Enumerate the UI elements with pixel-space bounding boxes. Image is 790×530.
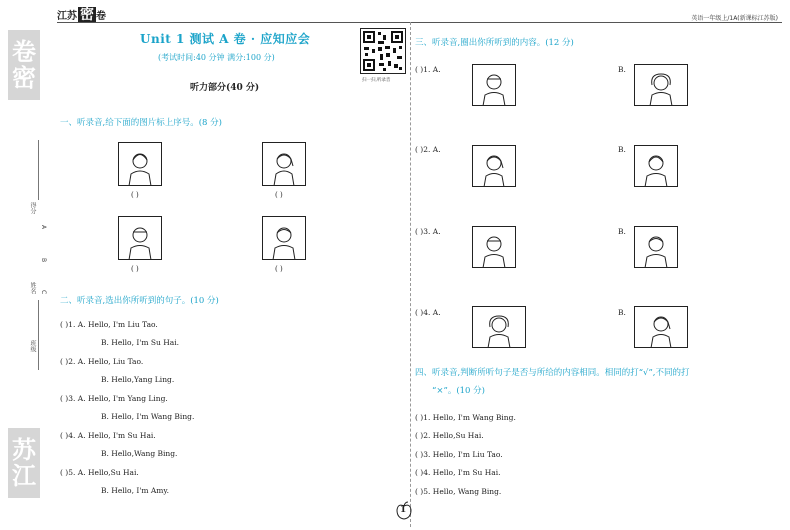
- sec4-item-3[interactable]: ( )3. Hello, I'm Liu Tao.: [415, 450, 503, 459]
- sec2-item-3: ( )3. A. Hello, I'm Yang Ling.: [60, 394, 168, 403]
- sec2-item-3-b: B. Hello, I'm Wang Bing.: [101, 412, 195, 421]
- boy-short-hair-icon: [269, 224, 299, 260]
- sec4-item-4[interactable]: ( )4. Hello, I'm Su Hai.: [415, 468, 501, 477]
- answer-paren-1[interactable]: ( ): [131, 191, 139, 199]
- boy-figure-icon: [479, 234, 509, 268]
- sec2-item-4-b: B. Hello,Wang Bing.: [101, 449, 178, 458]
- score-label: 得分: [29, 202, 36, 214]
- sec3-pic-1b: [634, 64, 688, 106]
- section-4-heading: 四、听录音,判断所听句子是否与所给的内容相同。相同的打“√”,不同的打: [415, 368, 690, 378]
- girl-figure-icon: [641, 153, 671, 187]
- sec2-item-1-b: B. Hello, I'm Su Hai.: [101, 338, 180, 347]
- sec3-item-3-b[interactable]: B.: [618, 227, 626, 236]
- answer-paren-3[interactable]: ( ): [131, 265, 139, 273]
- page-number: 1: [400, 505, 406, 515]
- sec2-item-2-b: B. Hello,Yang Ling.: [101, 375, 175, 384]
- girl-ponytail-icon: [269, 150, 299, 186]
- class-label: 班级: [29, 340, 36, 352]
- girl-curly-hair-icon: [482, 314, 516, 348]
- sec2-item-1: ( )1. A. Hello, I'm Liu Tao.: [60, 320, 158, 329]
- name-label: 姓名: [29, 282, 36, 294]
- girl-curly-hair-icon: [644, 72, 678, 106]
- num-b: B: [40, 258, 47, 263]
- exam-info: (考试时间:40 分钟 满分:100 分): [158, 53, 275, 62]
- bottom-tab: 苏 江: [8, 428, 40, 498]
- section-1-heading: 一、听录音,给下面的图片标上序号。(8 分): [60, 118, 222, 128]
- score-line: [38, 140, 39, 200]
- sec2-item-2: ( )2. A. Hello, Liu Tao.: [60, 357, 144, 366]
- answer-paren-2[interactable]: ( ): [275, 191, 283, 199]
- sec2-item-5-b: B. Hello, I'm Amy.: [101, 486, 170, 495]
- qr-code[interactable]: [360, 28, 406, 74]
- sec3-item-1[interactable]: ( )1. A.: [415, 65, 441, 74]
- column-divider: [410, 22, 411, 527]
- sec3-item-3[interactable]: ( )3. A.: [415, 227, 441, 236]
- sec3-pic-3b: [634, 226, 678, 268]
- section-3-heading: 三、听录音,圈出你所听到的内容。(12 分): [415, 38, 574, 48]
- sec4-item-5[interactable]: ( )5. Hello, Wang Bing.: [415, 487, 502, 496]
- qr-caption: 扫一扫,听录音: [362, 78, 391, 83]
- brand-logo: 江苏 密 卷: [57, 7, 106, 23]
- sidebar: [0, 0, 50, 530]
- sec3-item-2[interactable]: ( )2. A.: [415, 145, 441, 154]
- name-line: [38, 300, 39, 370]
- sec2-item-5: ( )5. A. Hello,Su Hai.: [60, 468, 139, 477]
- answer-paren-4[interactable]: ( ): [275, 265, 283, 273]
- header-rule: [57, 22, 782, 23]
- sec4-item-2[interactable]: ( )2. Hello,Su Hai.: [415, 431, 484, 440]
- boy-figure-icon: [125, 224, 155, 260]
- sec3-item-4-b[interactable]: B.: [618, 308, 626, 317]
- girl-ponytail-icon: [646, 314, 676, 348]
- picture-1: [118, 142, 162, 186]
- boy-short-hair-icon: [641, 234, 671, 268]
- girl-ponytail-icon: [479, 153, 509, 187]
- sec3-item-4[interactable]: ( )4. A.: [415, 308, 441, 317]
- sec3-item-2-b[interactable]: B.: [618, 145, 626, 154]
- num-c: C: [40, 290, 47, 295]
- picture-2: [262, 142, 306, 186]
- sec3-pic-2a: [472, 145, 516, 187]
- sec3-pic-1a: [472, 64, 516, 106]
- sec3-pic-4b: [634, 306, 688, 348]
- part-heading: 听力部分(40 分): [190, 83, 260, 93]
- header-book-info: 英语一年级上/1A(新课标江苏版): [691, 15, 778, 22]
- sec3-pic-3a: [472, 226, 516, 268]
- picture-3: [118, 216, 162, 260]
- sec3-pic-2b: [634, 145, 678, 187]
- section-2-heading: 二、听录音,选出你所听到的句子。(10 分): [60, 296, 219, 306]
- picture-4: [262, 216, 306, 260]
- sec3-item-1-b[interactable]: B.: [618, 65, 626, 74]
- sec3-pic-4a: [472, 306, 526, 348]
- section-4-heading-cont: “×”。(10 分): [432, 386, 485, 396]
- top-tab: 卷 密: [8, 30, 40, 100]
- num-a: A: [40, 225, 47, 230]
- page-title: Unit 1 测试 A 卷 · 应知应会: [140, 32, 311, 46]
- girl-figure-icon: [125, 150, 155, 186]
- sec2-item-4: ( )4. A. Hello, I'm Su Hai.: [60, 431, 156, 440]
- boy-figure-icon: [479, 72, 509, 106]
- sec4-item-1[interactable]: ( )1. Hello, I'm Wang Bing.: [415, 413, 516, 422]
